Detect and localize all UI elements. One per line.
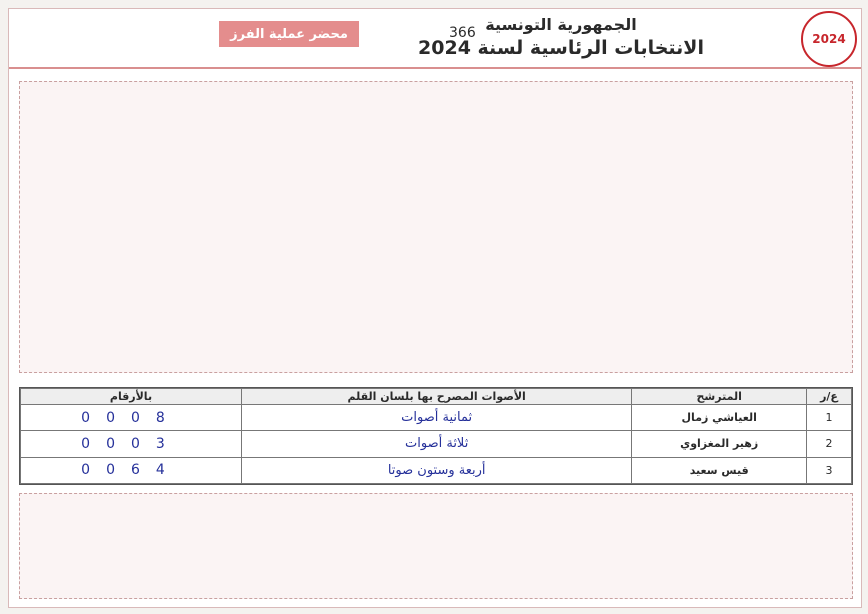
form-sections-placeholder [19,81,853,373]
form-header [9,9,861,69]
candidate-name: قيس سعيد [632,457,807,483]
candidate-name: زهير المغزاوي [632,431,807,457]
table-row [21,431,852,457]
votes-digits: 0064 [21,457,242,483]
form-number: 366 [449,25,476,41]
signatures-placeholder [19,493,853,599]
election-authority-seal [801,11,857,67]
table-row [21,457,852,483]
candidate-index: 2 [807,431,852,457]
votes-words: ثلاثة أصوات [241,431,631,457]
seal-year: 2024 [812,32,846,46]
candidate-index: 1 [807,405,852,431]
table-row [21,405,852,431]
col-index: ع/ر [807,389,852,405]
votes-words: ثمانية أصوات [241,405,631,431]
form-name-banner: محضر عملية الفرز [219,21,359,47]
col-digits: بالأرقام [21,389,242,405]
votes-digits: 0003 [21,431,242,457]
candidate-index: 3 [807,457,852,483]
tally-form-sheet [8,8,862,608]
candidate-results-table [19,387,853,485]
col-words: الأصوات المصرح بها بلسان القلم [241,389,631,405]
col-name: المترشح [632,389,807,405]
votes-words: أربعة وستون صوتا [241,457,631,483]
votes-digits: 0008 [21,405,242,431]
candidate-name: العياشي زمال [632,405,807,431]
republic-title: الجمهورية التونسية [485,15,637,34]
election-title: الانتخابات الرئاسية لسنة 2024 [418,37,704,59]
